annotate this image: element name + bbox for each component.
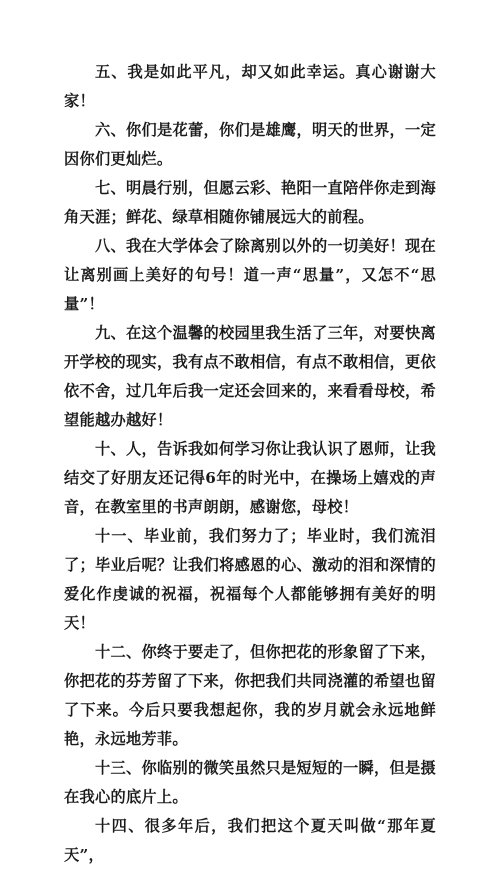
paragraph-13: 十三、你临别的微笑虽然只是短短的一瞬，但是摄在我心的底片上。 [64,759,436,806]
document-body [64,58,436,870]
paragraph-12: 十二、你终于要走了，但你把花的形象留了下来，你把花的芬芳留了下来，你把我们共同浇灌的希望也留了下来。今后只要我想起你，我的岁月就会永远地鲜艳，永远地芳菲。 [64,643,436,748]
paragraph-7: 七、明晨行别，但愿云彩、艳阳一直陪伴你走到海角天涯；鲜花、绿草相随你铺展远大的前程。 [64,179,436,226]
paragraph-8: 八、我在大学体会了除离别以外的一切美好！现在让离别画上美好的句号！道一声“思量”，又怎不“思量”！ [64,237,436,313]
paragraph-5: 五、我是如此平凡，却又如此幸运。真心谢谢大家！ [64,63,436,110]
paragraph-11: 十一、毕业前，我们努力了；毕业时，我们流泪了；毕业后呢？让我们将感恩的心、激动的泪和深情的爱化作虔诚的祝福，祝福每个人都能够拥有美好的明天！ [64,527,436,632]
paragraph-14: 十四、很多年后，我们把这个夏天叫做“那年夏天”， [64,817,436,864]
paragraph-6: 六、你们是花蕾，你们是雄鹰，明天的世界，一定因你们更灿烂。 [64,121,436,168]
paragraph-9: 九、在这个温馨的校园里我生活了三年，对要快离开学校的现实，我有点不敢相信，有点不敢相信，更依依不舍，过几年后我一定还会回来的，来看看母校，希望能越办越好！ [64,324,436,429]
paragraph-10: 十、人，告诉我如何学习你让我认识了恩师，让我结交了好朋友还记得6年的时光中，在操场上嬉戏的声音，在教室里的书声朗朗，感谢您，母校！ [64,440,436,516]
